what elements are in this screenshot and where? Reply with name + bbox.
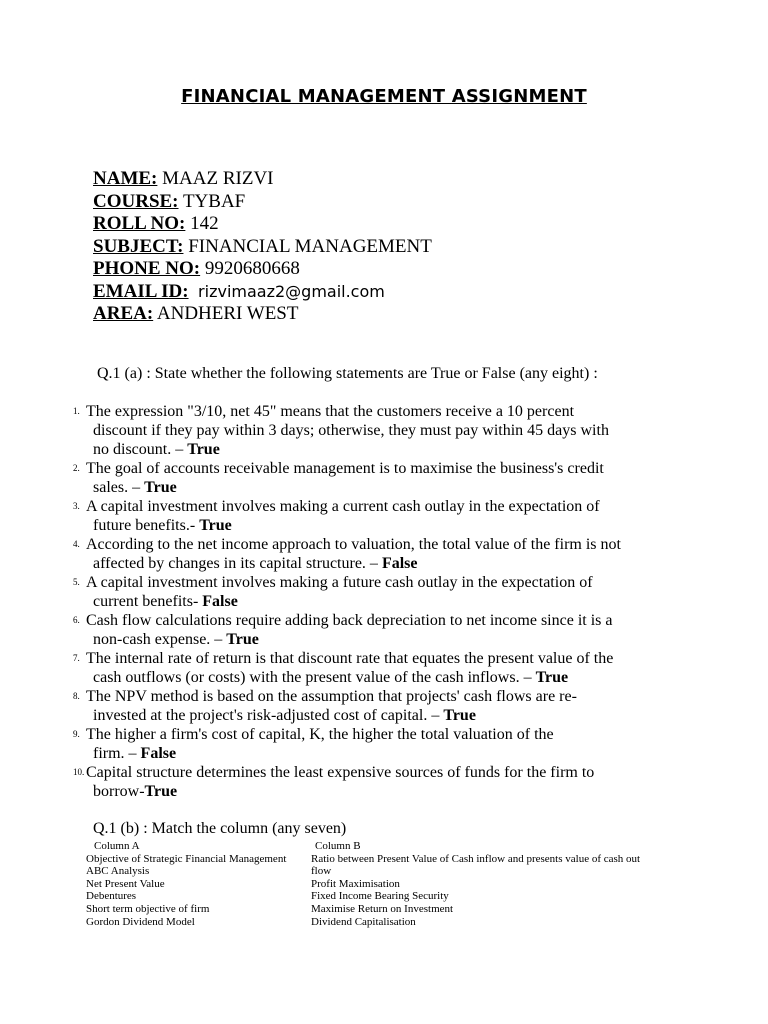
item-text-last — [86, 782, 675, 801]
email-row — [93, 281, 432, 304]
item-text-end: current benefits- — [93, 593, 203, 610]
column-b-cell: Dividend Capitalisation — [311, 915, 416, 928]
name-value: MAAZ RIZVI — [162, 168, 274, 189]
list-item — [75, 459, 675, 497]
item-text-last — [86, 744, 675, 763]
true-false-list — [75, 402, 675, 801]
column-b-cell: Profit Maximisation — [311, 877, 400, 890]
name-row — [93, 168, 432, 191]
answer: True — [144, 479, 177, 496]
list-item — [75, 535, 675, 573]
item-text-last — [86, 440, 675, 459]
list-item — [75, 649, 675, 687]
answer: True — [535, 669, 569, 686]
column-a-cell: Objective of Strategic Financial Management — [86, 852, 287, 865]
item-text: The internal rate of return is that discount rate that equates the present value of the — [86, 650, 614, 667]
answer: True — [226, 631, 259, 648]
column-a-cell: Net Present Value — [86, 877, 165, 890]
phone-value: 9920680668 — [204, 258, 300, 279]
column-b-cell: flow — [311, 865, 332, 878]
item-text: A capital investment involves making a future cash outlay in the expectation of — [86, 574, 593, 591]
item-text: A capital investment involves making a current cash outlay in the expectation of — [86, 498, 600, 515]
item-text-end: future benefits.- — [93, 517, 200, 534]
email-value: rizvimaaz2@gmail.com — [198, 281, 385, 301]
item-text-last — [86, 592, 675, 611]
item-text: According to the net income approach to valuation, the total value of the firm is not — [86, 536, 621, 553]
roll-label: ROLL NO: — [93, 213, 186, 234]
list-item — [75, 687, 675, 725]
item-text-last — [86, 554, 675, 573]
q1b-heading: Q.1 (b) : Match the column (any seven) — [93, 820, 347, 837]
roll-row — [93, 213, 432, 236]
list-item — [75, 763, 675, 801]
item-number: 4. — [73, 539, 80, 549]
email-label: EMAIL ID: — [93, 280, 189, 302]
item-text-last — [86, 516, 675, 535]
column-b-cell: Fixed Income Bearing Security — [311, 890, 449, 903]
item-text-end: sales. – — [93, 479, 145, 496]
item-number: 7. — [73, 653, 80, 663]
item-text-last — [86, 668, 675, 687]
item-text-last — [86, 630, 675, 649]
course-label: COURSE: — [93, 190, 179, 212]
answer: True — [144, 783, 178, 800]
answer: False — [140, 745, 177, 762]
page-title: FINANCIAL MANAGEMENT ASSIGNMENT — [181, 86, 587, 107]
item-text-end: affected by changes in its capital structure. – — [93, 555, 382, 572]
list-item — [75, 402, 675, 459]
list-item — [75, 573, 675, 611]
item-text-end: borrow- — [93, 783, 145, 800]
item-text-last — [86, 478, 675, 497]
item-number: 5. — [73, 577, 80, 587]
item-number: 10. — [73, 767, 85, 777]
subject-row — [93, 236, 432, 259]
course-value: TYBAF — [182, 190, 246, 212]
column-b-cell: Maximise Return on Investment — [311, 902, 454, 915]
item-text-end: cash outflows (or costs) with the present value of the cash inflows. – — [93, 669, 536, 686]
list-item — [75, 611, 675, 649]
item-number: 3. — [73, 501, 80, 511]
student-info — [93, 168, 432, 326]
area-value: ANDHERI WEST — [156, 303, 299, 324]
q1a-heading: Q.1 (a) : State whether the following statements are True or False (any eight) : — [97, 365, 598, 382]
area-label: AREA: — [93, 303, 154, 324]
column-a-cell: Short term objective of firm — [86, 902, 210, 915]
item-text-end: no discount. – — [93, 441, 188, 458]
item-text: The NPV method is based on the assumption that projects' cash flows are re- — [86, 688, 577, 705]
column-a-cell: Gordon Dividend Model — [86, 915, 195, 928]
item-number: 2. — [73, 463, 80, 473]
column-b-cell: Ratio between Present Value of Cash inflow and presents value of cash out — [311, 852, 641, 865]
item-text-end: invested at the project's risk-adjusted cost of capital. – — [93, 707, 444, 724]
answer: True — [199, 517, 232, 534]
answer: True — [443, 707, 476, 724]
item-text-end: non-cash expense. – — [93, 631, 227, 648]
answer: True — [187, 441, 220, 458]
item-number: 8. — [73, 691, 80, 701]
item-number: 9. — [73, 729, 80, 739]
phone-label: PHONE NO: — [93, 258, 201, 279]
answer: False — [381, 555, 418, 572]
item-text: The goal of accounts receivable management is to maximise the business's credit — [86, 460, 604, 477]
roll-value: 142 — [190, 213, 219, 234]
answer: False — [202, 593, 238, 610]
subject-value: FINANCIAL MANAGEMENT — [188, 235, 432, 257]
course-row — [93, 191, 432, 214]
area-row — [93, 303, 432, 326]
list-item — [75, 725, 675, 763]
column-b-header: Column B — [315, 840, 361, 852]
item-text-end: firm. – — [93, 745, 141, 762]
phone-row — [93, 258, 432, 281]
item-number: 6. — [73, 615, 80, 625]
item-text: The expression "3/10, net 45" means that the customers receive a 10 percent — [86, 403, 575, 420]
subject-label: SUBJECT: — [93, 235, 184, 257]
column-a-cell: ABC Analysis — [86, 865, 150, 878]
item-text: The higher a firm's cost of capital, K, the higher the total valuation of the — [86, 726, 554, 743]
item-text-continued: discount if they pay within 3 days; otherwise, they must pay within 45 days with — [93, 422, 609, 439]
column-a-header: Column A — [94, 840, 140, 852]
name-label: NAME: — [93, 168, 158, 189]
item-text: Cash flow calculations require adding back depreciation to net income since it is a — [86, 612, 613, 629]
item-text-last — [86, 706, 675, 725]
item-number: 1. — [73, 406, 80, 416]
list-item — [75, 497, 675, 535]
item-text: Capital structure determines the least expensive sources of funds for the firm to — [86, 764, 595, 781]
column-a-cell: Debentures — [86, 890, 137, 903]
